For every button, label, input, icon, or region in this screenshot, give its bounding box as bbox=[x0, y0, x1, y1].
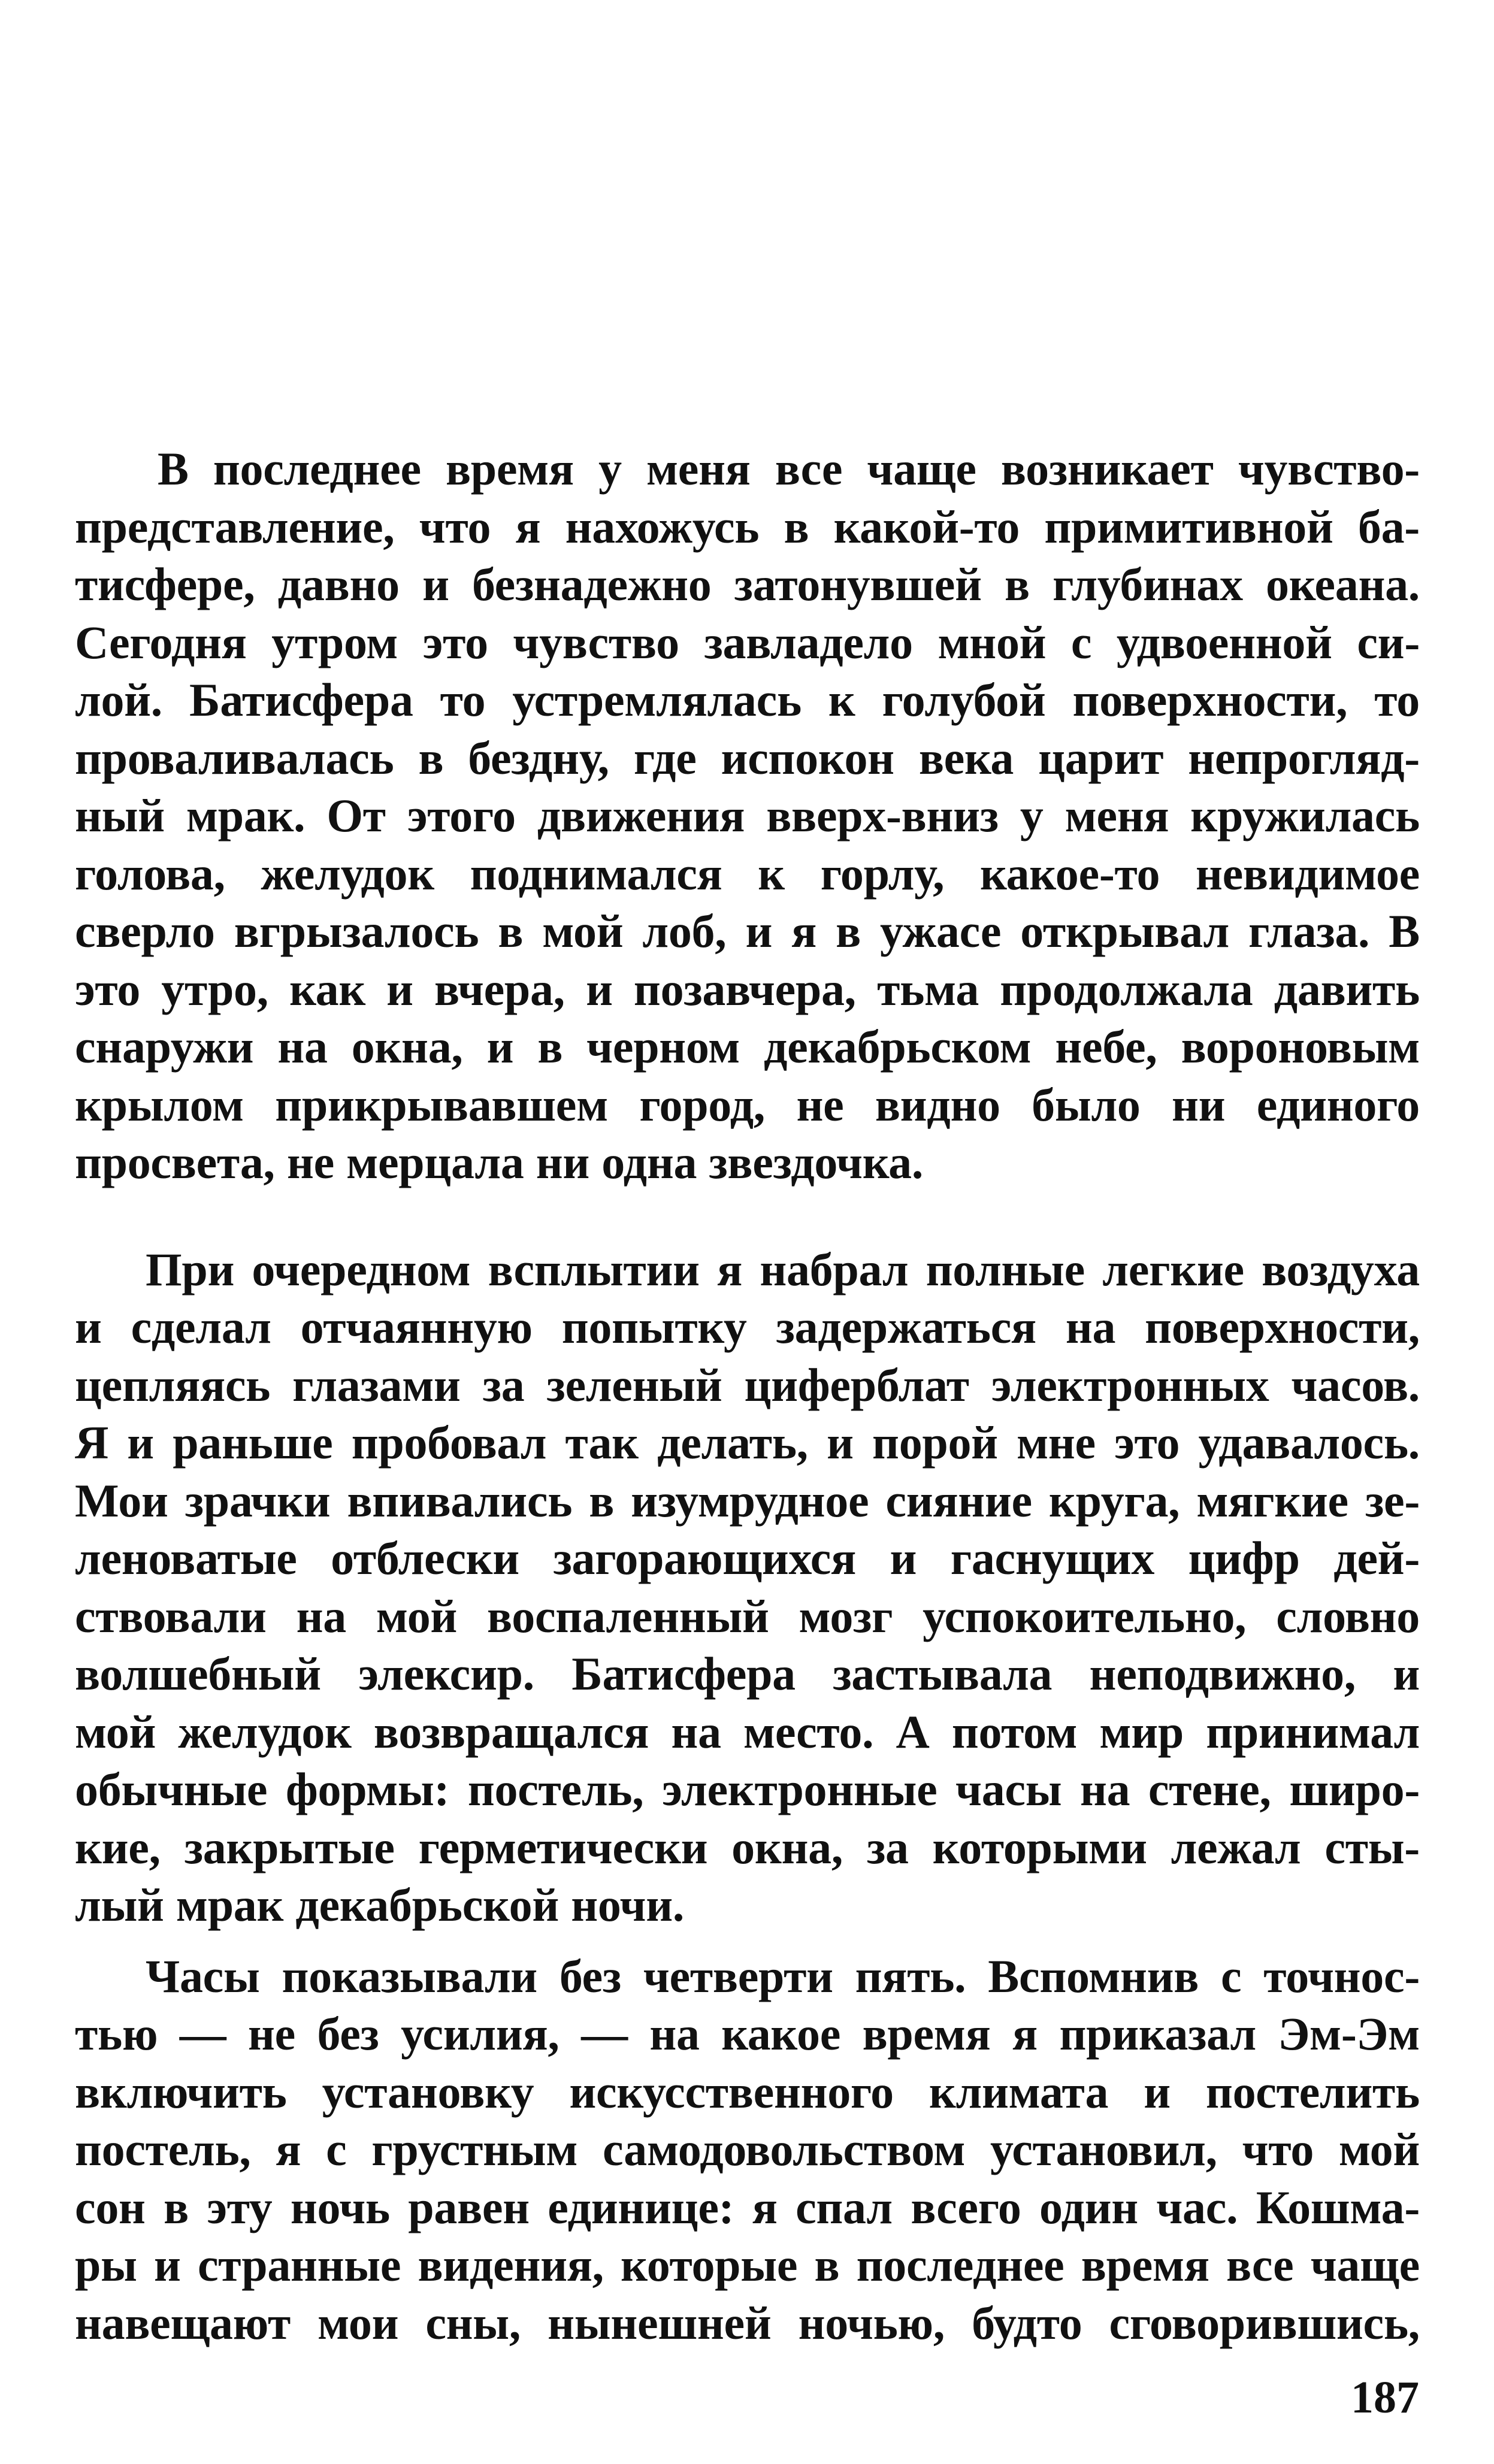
text-line: ствовали на мой воспаленный мозг успокоительно, словно bbox=[75, 1590, 1420, 1642]
text-line: Я и раньше пробовал так делать, и порой мне это удавалось. bbox=[75, 1416, 1420, 1469]
text-line: сверло вгрызалось в мой лоб, и я в ужасе открывал глаза. В bbox=[75, 905, 1420, 957]
paragraph-spacer bbox=[75, 1935, 1420, 1948]
text-line: обычные формы: постель, электронные часы на стене, широ- bbox=[75, 1763, 1420, 1815]
text-line: лый мрак декабрьской ночи. bbox=[75, 1879, 685, 1931]
text-line: просвета, не мерцала ни одна звездочка. bbox=[75, 1136, 924, 1188]
text-line: цепляясь глазами за зеленый циферблат электронных часов. bbox=[75, 1358, 1420, 1411]
text-line: тисфере, давно и безнадежно затонувшей в глубинах океана. bbox=[75, 558, 1420, 610]
text-line: это утро, как и вчера, и позавчера, тьма продолжала давить bbox=[75, 962, 1420, 1015]
text-line: леноватые отблески загорающихся и гаснущих цифр дей- bbox=[75, 1532, 1420, 1584]
text-line: ный мрак. От этого движения вверх-вниз у меня кружилась bbox=[75, 789, 1420, 841]
paragraph-3 bbox=[75, 1948, 1420, 2353]
text-line: и сделал отчаянную попытку задержаться на поверхности, bbox=[75, 1301, 1420, 1353]
text-line: При очередном всплытии я набрал полные легкие воздуха bbox=[146, 1243, 1420, 1295]
paragraph-1 bbox=[75, 440, 1420, 1192]
text-line: Мои зрачки впивались в изумрудное сияние круга, мягкие зе- bbox=[75, 1474, 1420, 1527]
text-line: крылом прикрывавшем город, не видно было ни единого bbox=[75, 1078, 1420, 1131]
text-line: включить установку искусственного климата и постелить bbox=[75, 2065, 1420, 2118]
text-line: представление, что я нахожусь в какой-то примитивной ба- bbox=[75, 500, 1420, 553]
page-number: 187 bbox=[1351, 2372, 1419, 2423]
text-line: Сегодня утром это чувство завладело мной с удвоенной си- bbox=[75, 616, 1420, 668]
text-line: лой. Батисфера то устремлялась к голубой поверхности, то bbox=[75, 674, 1420, 726]
paragraph-2 bbox=[75, 1241, 1420, 1935]
paragraph-spacer bbox=[75, 1192, 1420, 1241]
text-line: ры и странные видения, которые в последнее время все чаще bbox=[75, 2239, 1420, 2291]
text-line: кие, закрытые герметически окна, за которыми лежал сты- bbox=[75, 1821, 1420, 1873]
text-line: волшебный элексир. Батисфера застывала неподвижно, и bbox=[75, 1648, 1420, 1700]
text-line: голова, желудок поднимался к горлу, какое-то невидимое bbox=[75, 847, 1420, 900]
text-line: проваливалась в бездну, где испокон века царит непрогляд- bbox=[75, 731, 1420, 784]
text-line: постель, я с грустным самодовольством установил, что мой bbox=[75, 2123, 1420, 2175]
text-line: В последнее время у меня все чаще возникает чувство- bbox=[158, 443, 1420, 495]
text-line: навещают мои сны, нынешней ночью, будто сговорившись, bbox=[75, 2296, 1420, 2349]
body-text bbox=[75, 440, 1420, 2352]
text-line: Часы показывали без четверти пять. Вспомнив с точнос- bbox=[146, 1950, 1420, 2002]
text-line: снаружи на окна, и в черном декабрьском небе, вороновым bbox=[75, 1021, 1420, 1073]
text-line: сон в эту ночь равен единице: я спал всего один час. Кошма- bbox=[75, 2181, 1420, 2233]
text-line: мой желудок возвращался на место. А потом мир принимал bbox=[75, 1705, 1420, 1758]
text-line: тью — не без усилия, — на какое время я приказал Эм-Эм bbox=[75, 2008, 1420, 2060]
